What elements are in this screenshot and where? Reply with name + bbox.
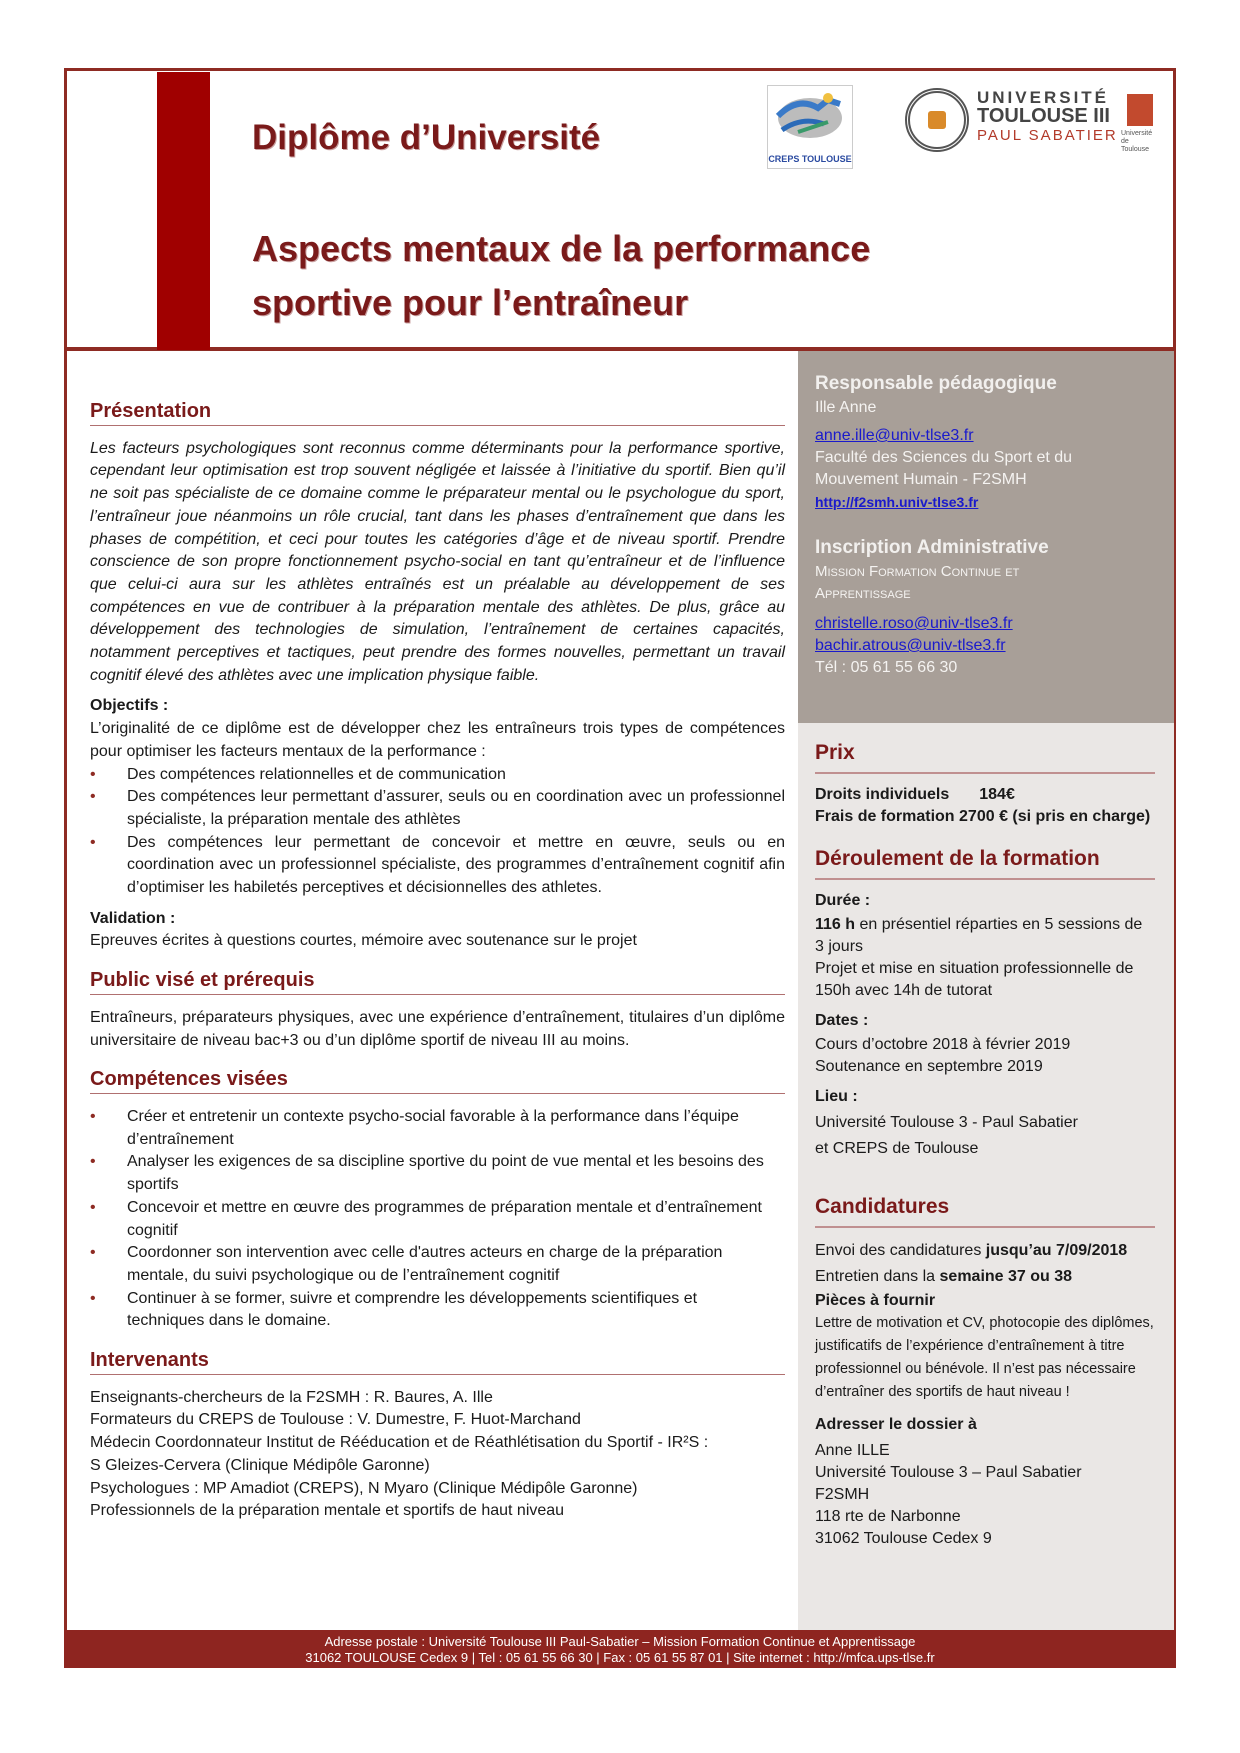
footer-line1: Adresse postale : Université Toulouse III Paul-Sabatier – Mission Formation Continue et Apprentissage xyxy=(324,1634,916,1649)
envoi-line xyxy=(815,1238,1155,1264)
prix-block xyxy=(815,742,1155,1550)
footer xyxy=(64,1630,1176,1668)
prix-frais: Frais de formation 2700 € (si pris en charge) xyxy=(815,808,1151,825)
deroulement-heading: Déroulement de la formation xyxy=(815,848,1155,880)
competences-list xyxy=(90,1106,785,1333)
inscription-heading: Inscription Administrative xyxy=(815,537,1049,558)
prix-droits xyxy=(815,784,1155,806)
dates-line2: Soutenance en septembre 2019 xyxy=(815,1058,1043,1075)
creps-mountain-icon xyxy=(768,86,852,148)
duree-label: Durée : xyxy=(815,892,871,909)
pieces-label: Pièces à fournir xyxy=(815,1292,936,1309)
section-heading-competences: Compétences visées xyxy=(90,1068,785,1094)
envoi-text: Envoi des candidatures xyxy=(815,1242,986,1259)
adresse-line: Université Toulouse 3 – Paul Sabatier xyxy=(815,1464,1082,1481)
lieu-line2: et CREPS de Toulouse xyxy=(815,1140,979,1157)
section-heading-intervenants: Intervenants xyxy=(90,1349,785,1375)
section-heading-public: Public visé et prérequis xyxy=(90,969,785,995)
objectifs-label: Objectifs : xyxy=(90,697,169,715)
intervenant-line: S Gleizes-Cervera (Clinique Médipôle Garonne) xyxy=(90,1456,430,1474)
ut3-logo xyxy=(905,88,1153,158)
section-heading-presentation: Présentation xyxy=(90,400,785,426)
inscription-email-link-1[interactable]: christelle.roso@univ-tlse3.fr xyxy=(815,615,1013,632)
responsable-block xyxy=(815,373,1165,679)
intervenant-line: Médecin Coordonnateur Institut de Rééducation et de Réathlétisation du Sportif - IR²S : xyxy=(90,1434,709,1452)
inscription-org-line1: Mission Formation Continue et xyxy=(815,563,1020,580)
adresse-line: 118 rte de Narbonne xyxy=(815,1508,961,1525)
list-item: • Des compétences relationnelles et de communication xyxy=(90,764,785,787)
inscription-email-link-2[interactable]: bachir.atrous@univ-tlse3.fr xyxy=(815,637,1006,654)
footer-line2: 31062 TOULOUSE Cedex 9 | Tel : 05 61 55 66 30 | Fax : 05 61 55 87 01 | Site internet : http://mfca.ups-tlse.fr xyxy=(305,1650,935,1665)
projet-text: Projet et mise en situation professionnelle de 150h avec 14h de tutorat xyxy=(815,960,1134,999)
adresse-line: F2SMH xyxy=(815,1486,870,1503)
list-item: • Analyser les exigences de sa discipline sportive du point de vue mental et les besoins des sportifs xyxy=(90,1151,777,1196)
list-item: • Des compétences leur permettant de concevoir et mettre en œuvre, seuls ou en coordination avec un professionnel spécialiste, des programmes d’entraînement cognitif afin d’optimiser les habiletés perceptives et décisionnelles des athletes. xyxy=(90,832,785,900)
decorative-red-bar xyxy=(157,72,210,350)
droits-value: 184€ xyxy=(979,786,1015,803)
inscription-phone: Tél : 05 61 55 66 30 xyxy=(815,659,958,676)
adresse-line: Anne ILLE xyxy=(815,1442,890,1459)
diploma-title: Diplôme d’Université xyxy=(252,118,601,157)
left-column xyxy=(90,400,785,1523)
faculty-line1: Faculté des Sciences du Sport et du xyxy=(815,449,1073,466)
lieu-label: Lieu : xyxy=(815,1088,858,1105)
list-item: • Continuer à se former, suivre et comprendre les développements scientifiques et techniques dans le domaine. xyxy=(90,1288,777,1333)
list-item: • Coordonner son intervention avec celle d'autres acteurs en charge de la préparation mentale, du suivi psychologique ou de l’entraînement cognitif xyxy=(90,1242,777,1287)
creps-logo xyxy=(767,85,853,169)
validation-text: Epreuves écrites à questions courtes, mémoire avec soutenance sur le projet xyxy=(90,932,637,950)
entretien-text: Entretien dans la xyxy=(815,1268,940,1285)
entretien-line xyxy=(815,1264,1155,1290)
candidatures-heading: Candidatures xyxy=(815,1196,1155,1228)
prix-heading: Prix xyxy=(815,742,1155,774)
univ-toulouse-caption: Université de Toulouse xyxy=(1121,130,1153,153)
responsable-email-link[interactable]: anne.ille@univ-tlse3.fr xyxy=(815,427,974,444)
faculty-line2: Mouvement Humain - F2SMH xyxy=(815,471,1027,488)
presentation-text: Les facteurs psychologiques sont reconnus comme déterminants pour la performance sportive, cependant leur optimisation est trop souvent négligée et laissée à l’initiative du sportif. Bien qu’il ne soit pas spécialiste de ce domaine comme le préparateur mental ou le psychologue du sport, l’entraîneur joue néanmoins un rôle crucial, tant dans les phases d’entraînement que dans les phases de compétition, et ceci pour toutes les catégories d’âge et de niveau sportif. Prendre conscience de son propre fonctionnement psycho-social en tant qu’entraîneur et de l’influence que celui-ci aura sur les athlètes entraînés est un préalable au développement de ses compétences en vue de contribuer à la préparation mentale des athlètes. De plus, grâce au développement des technologies de simulation, l’entraînement de certaines capacités, notamment perceptives et tactiques, peut prendre des formes nouvelles, permettant un travail cognitif élevé des athlètes avec une implication physique faible. xyxy=(90,439,785,684)
envoi-deadline: jusqu’au 7/09/2018 xyxy=(985,1242,1128,1259)
objectifs-list xyxy=(90,764,785,900)
duree-text xyxy=(815,914,1155,958)
course-title-line1: Aspects mentaux de la performance xyxy=(252,228,871,269)
lieu-line1: Université Toulouse 3 - Paul Sabatier xyxy=(815,1114,1078,1131)
public-text: Entraîneurs, préparateurs physiques, avec une expérience d’entraînement, titulaires d’un diplôme universitaire de niveau bac+3 ou d’un diplôme sportif de niveau III au moins. xyxy=(90,1008,785,1049)
intervenant-line: Enseignants-chercheurs de la F2SMH : R. Baures, A. Ille xyxy=(90,1388,493,1406)
intervenant-line: Formateurs du CREPS de Toulouse : V. Dumestre, F. Huot-Marchand xyxy=(90,1411,581,1429)
ut3-logo-line2: TOULOUSE III xyxy=(977,105,1110,127)
intervenant-line: Psychologues : MP Amadiot (CREPS), N Myaro (Clinique Médipôle Garonne) xyxy=(90,1479,638,1497)
entretien-week: semaine 37 ou 38 xyxy=(939,1268,1073,1285)
droits-label: Droits individuels xyxy=(815,786,950,803)
responsable-name: Ille Anne xyxy=(815,399,877,416)
ut3-emblem-icon xyxy=(905,88,969,152)
dates-line1: Cours d’octobre 2018 à février 2019 xyxy=(815,1036,1071,1053)
ut3-logo-line3: PAUL SABATIER xyxy=(977,127,1118,144)
course-title-line2: sportive pour l’entraîneur xyxy=(252,282,689,323)
pieces-text: Lettre de motivation et CV, photocopie des diplômes, justificatifs de l’expérience d’entraînement à titre professionnel ou bénévole. Il n’est pas nécessaire d’entraîner des sportifs de haut niveau ! xyxy=(815,1315,1154,1400)
list-item: • Créer et entretenir un contexte psycho-social favorable à la performance dans l’équipe d’entraînement xyxy=(90,1106,777,1151)
adresse-label: Adresser le dossier à xyxy=(815,1416,977,1433)
inscription-org-line2: Apprentissage xyxy=(815,585,911,602)
objectifs-intro: L’originalité de ce diplôme est de développer chez les entraîneurs trois types de compétences pour optimiser les facteurs mentaux de la performance : xyxy=(90,720,785,760)
validation-label: Validation : xyxy=(90,909,176,927)
duree-detail: en présentiel réparties en 5 sessions de 3 jours xyxy=(815,916,1143,955)
univ-toulouse-emblem-icon xyxy=(1127,94,1153,126)
ut3-logo-line1: UNIVERSITÉ xyxy=(977,88,1110,107)
intervenant-line: Professionnels de la préparation mentale et sportifs de haut niveau xyxy=(90,1502,565,1520)
course-title xyxy=(252,222,870,330)
list-item: • Des compétences leur permettant d’assurer, seuls ou en coordination avec un professionnel spécialiste, la préparation mentale des athlètes xyxy=(90,786,785,831)
adresse-line: 31062 Toulouse Cedex 9 xyxy=(815,1530,992,1547)
list-item: • Concevoir et mettre en œuvre des programmes de préparation mentale et d’entraînement cognitif xyxy=(90,1197,777,1242)
duree-hours: 116 h xyxy=(815,916,856,933)
dates-label: Dates : xyxy=(815,1012,869,1029)
creps-logo-caption: CREPS TOULOUSE xyxy=(768,154,852,164)
responsable-heading: Responsable pédagogique xyxy=(815,373,1057,394)
faculty-website-link[interactable]: http://f2smh.univ-tlse3.fr xyxy=(815,494,979,510)
